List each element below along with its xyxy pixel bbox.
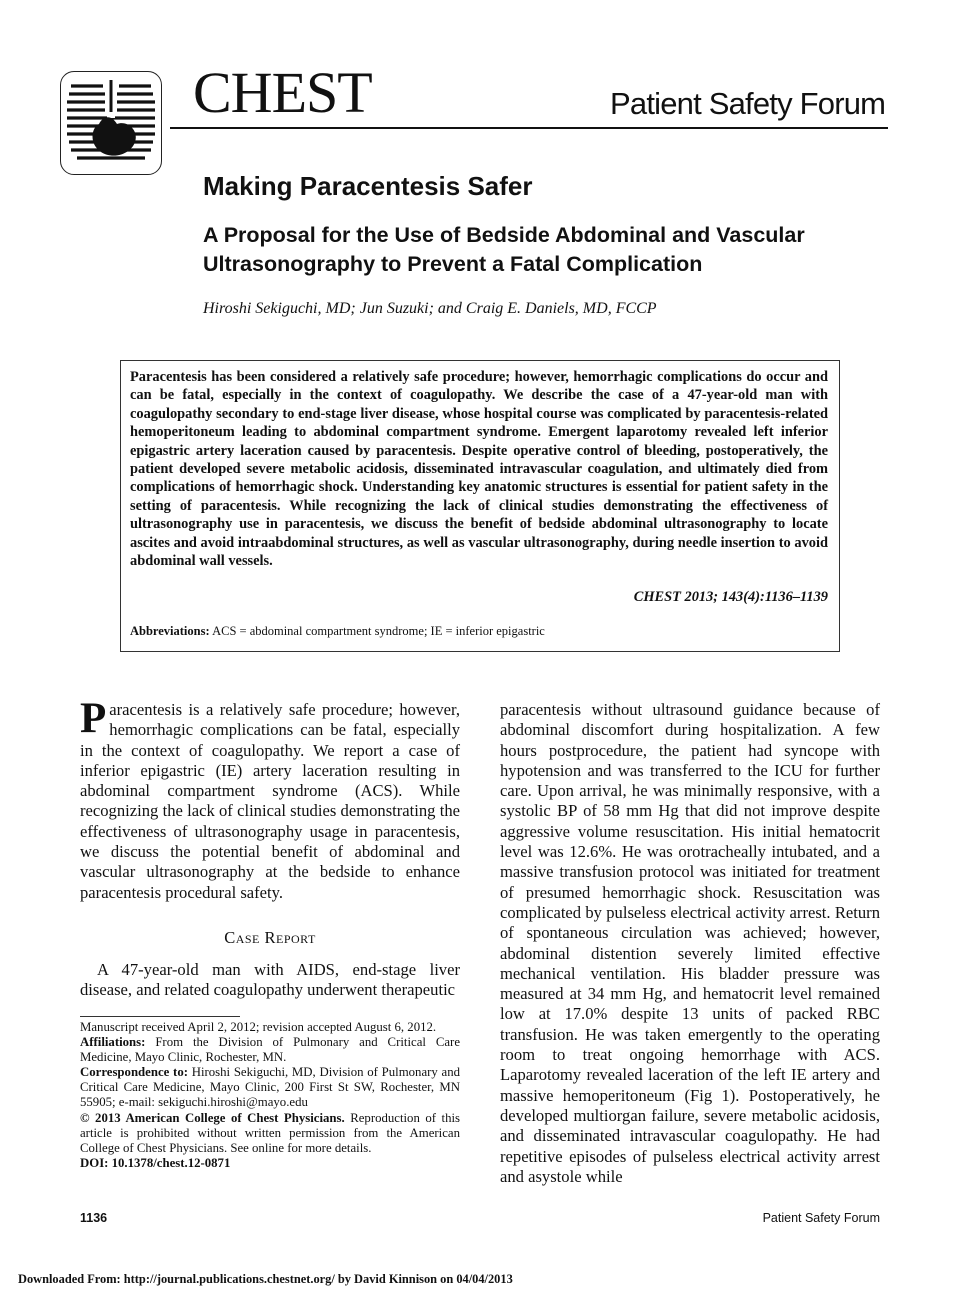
lungs-heart-logo-icon — [61, 72, 161, 172]
author-list: Hiroshi Sekiguchi, MD; Jun Suzuki; and Craig E. Daniels, MD, FCCP — [203, 300, 657, 317]
abbreviations-text: ACS = abdominal compartment syndrome; IE = inferior epigastric — [209, 624, 545, 638]
article-title: Making Paracentesis Safer — [203, 171, 533, 201]
section-title: Patient Safety Forum — [610, 86, 886, 121]
section-heading: Case Report — [224, 928, 316, 947]
journal-logo — [60, 71, 162, 175]
copyright-text: Reproduction of this article is prohibited without written permission from the American College of Chest Physicians. See online for more details. — [80, 1110, 461, 1155]
correspondence-label: Correspondence to: — [80, 1065, 188, 1080]
footnote-rule — [80, 1016, 240, 1017]
affiliations-label: Affiliations: — [80, 1035, 146, 1050]
citation: CHEST 2013; 143(4):1136–1139 — [633, 589, 828, 605]
footnote-manuscript: Manuscript received April 2, 2012; revision accepted August 6, 2012. — [80, 1020, 437, 1034]
case-continuation: paracentesis without ultrasound guidance because of abdominal discomfort during hospitalization. A few hours postprocedure, the patient had syncope with hypotension and was transferred to the ICU for further care. Upon arrival, he was minimally responsive, with a systolic BP of 58 mm Hg that did not improve despite aggressive volume resuscitation. His initial hematocrit level was 12.6%. He was orotracheally intubated, and a massive transfusion protocol was initiated for treatment of presumed hemorrhagic shock. Resuscitation was complicated by pulseless electrical activity arrest. Return of spontaneous circulation was achieved; however, abdominal distention severely limited effective mechanical ventilation. His bladder pressure was measured at 34 mm Hg, and hematocrit level remained low at 17.0% despite 13 units of packed RBC transfusion. He was taken emergently to the operating room to treat ongoing hemorrhage with ACS. Laparotomy revealed laceration of the left IE artery and massive hemoperitoneum (Fig 1). Postoperatively, he developed multiorgan failure, severe metabolic acidosis, and disseminated intravascular coagulopathy. He had repetitive episodes of pulseless electrical activity arrest and asystole while — [500, 700, 880, 1186]
doi-label: DOI: — [80, 1155, 109, 1170]
footnote-copyright — [80, 1111, 460, 1156]
header-rule — [170, 127, 888, 129]
abstract-text: Paracentesis has been considered a relatively safe procedure; however, hemorrhagic complications do occur and can be fatal, especially in the context of coagulopathy. We describe the case of a 47-year-old man with coagulopathy secondary to end-stage liver disease, whose hospital course was complicated by paracentesis-related hemoperitoneum leading to abdominal compartment syndrome. Emergent laparotomy revealed left inferior epigastric artery laceration caused by paracentesis. Despite operative control of bleeding, postoperatively, the patient developed severe metabolic acidosis, disseminated intravascular coagulation, and ultimately died from complications of hemorrhagic shock. Understanding key anatomic structures is essential for patient safety in the setting of paracentesis. While recognizing the lack of clinical studies demonstrating the effectiveness of ultrasonography use in paracentesis, we discuss the benefit of bedside abdominal ultrasonography to locate ascites and avoid intraabdominal structures, as well as vascular ultrasonography, during needle insertion to avoid abdominal wall vessels. — [130, 369, 828, 570]
footer-section: Patient Safety Forum — [762, 1211, 880, 1225]
footnotes — [80, 1020, 460, 1171]
intro-text: aracentesis is a relatively safe procedure; however, hemorrhagic complications can be fatal, especially in the context of coagulopathy. We report a case of inferior epigastric (IE) artery laceration resulting in abdominal compartment syndrome (ACS). While recognizing the lack of clinical studies demonstrating the effectiveness of ultrasonography usage in paracentesis, we discuss the potential benefit of abdominal and vascular ultrasonography at the bedside to enhance paracentesis procedural safety. — [80, 700, 460, 902]
footnote-doi — [80, 1156, 460, 1171]
doi-text: 10.1378/chest.12-0871 — [108, 1155, 231, 1170]
case-paragraph: A 47-year-old man with AIDS, end-stage liver disease, and related coagulopathy underwent therapeutic — [80, 960, 460, 1000]
download-notice: Downloaded From: http://journal.publications.chestnet.org/ by David Kinnison on 04/04/2013 — [18, 1272, 513, 1286]
footnote-affiliations — [80, 1035, 460, 1065]
correspondence-text: Hiroshi Sekiguchi, MD, Division of Pulmonary and Critical Care Medicine, Mayo Clinic, 200 First St SW, Rochester, MN 55905; e-mail: sekiguchi.hiroshi@mayo.edu — [80, 1065, 460, 1110]
abbreviations — [130, 624, 828, 639]
journal-name: CHEST — [193, 60, 372, 125]
page-number: 1136 — [80, 1211, 108, 1225]
drop-cap: P — [80, 695, 107, 742]
abbreviations-label: Abbreviations: — [130, 624, 210, 638]
intro-paragraph — [80, 695, 460, 903]
article-subtitle: A Proposal for the Use of Bedside Abdominal and Vascular Ultrasonography to Prevent a Fatal Complication — [203, 223, 805, 276]
footnote-correspondence — [80, 1065, 460, 1110]
affiliations-text: From the Division of Pulmonary and Critical Care Medicine, Mayo Clinic, Rochester, MN. — [80, 1035, 460, 1065]
copyright-label: © 2013 American College of Chest Physicians. — [80, 1110, 345, 1125]
